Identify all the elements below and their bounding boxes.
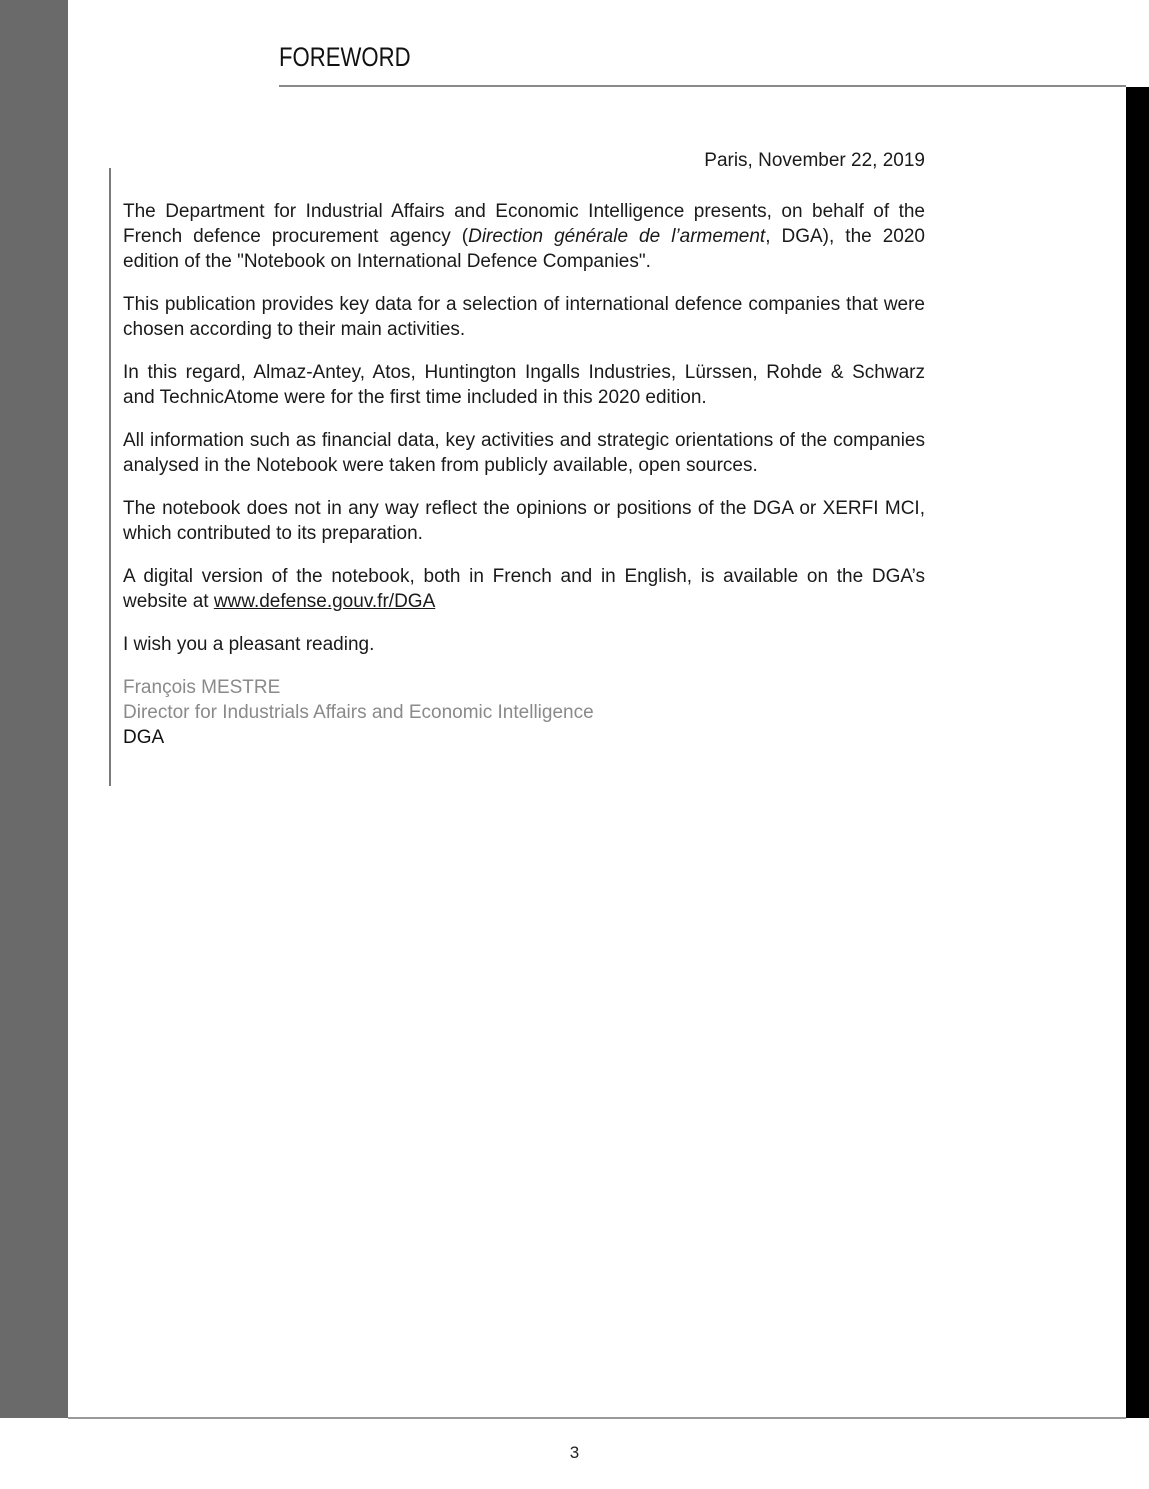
paragraph-closing: I wish you a pleasant reading. <box>123 634 375 655</box>
paragraph-digital-version <box>123 564 925 614</box>
signature-organization: DGA <box>123 727 165 748</box>
paragraph-new-companies: In this regard, Almaz-Antey, Atos, Huntington Ingalls Industries, Lürssen, Rohde & Schwarz and TechnicAtome were for the first time included in this 2020 edition. <box>123 362 925 408</box>
page-title: FOREWORD <box>279 42 411 72</box>
footer-divider <box>68 1417 1126 1419</box>
paragraph-intro-text-1: The Department for Industrial Affairs and Economic Intelligence presents, on behalf of the French defence procurement agency ( <box>123 201 925 247</box>
letter-date: Paris, November 22, 2019 <box>704 150 925 171</box>
dga-website-link[interactable]: www.defense.gouv.fr/DGA <box>213 591 436 612</box>
paragraph-intro-italic: Direction générale de l’armement <box>468 226 766 247</box>
paragraph-intro-text-2: , DGA), the 2020 edition of the "Notebook on International Defence Companies". <box>123 226 925 272</box>
signature-block <box>123 675 925 750</box>
signature-title: Director for Industrials Affairs and Economic Intelligence <box>123 702 594 723</box>
paragraph-publication: This publication provides key data for a selection of international defence companies that were chosen according to their main activities. <box>123 294 925 340</box>
signature-name: François MESTRE <box>123 677 281 698</box>
paragraph-digital-text: A digital version of the notebook, both in French and in English, is available on the DGA’s website at <box>123 566 925 612</box>
left-margin-band <box>0 0 68 1418</box>
text-margin-rule <box>109 168 111 786</box>
right-margin-band <box>1126 87 1149 1418</box>
page-number: 3 <box>569 1443 580 1462</box>
paragraph-disclaimer: The notebook does not in any way reflect the opinions or positions of the DGA or XERFI MCI, which contributed to its preparation. <box>123 498 925 544</box>
header-divider <box>279 85 1126 87</box>
foreword-body <box>123 148 925 750</box>
paragraph-intro <box>123 199 925 274</box>
paragraph-sources: All information such as financial data, key activities and strategic orientations of the companies analysed in the Notebook were taken from publicly available, open sources. <box>123 430 925 476</box>
